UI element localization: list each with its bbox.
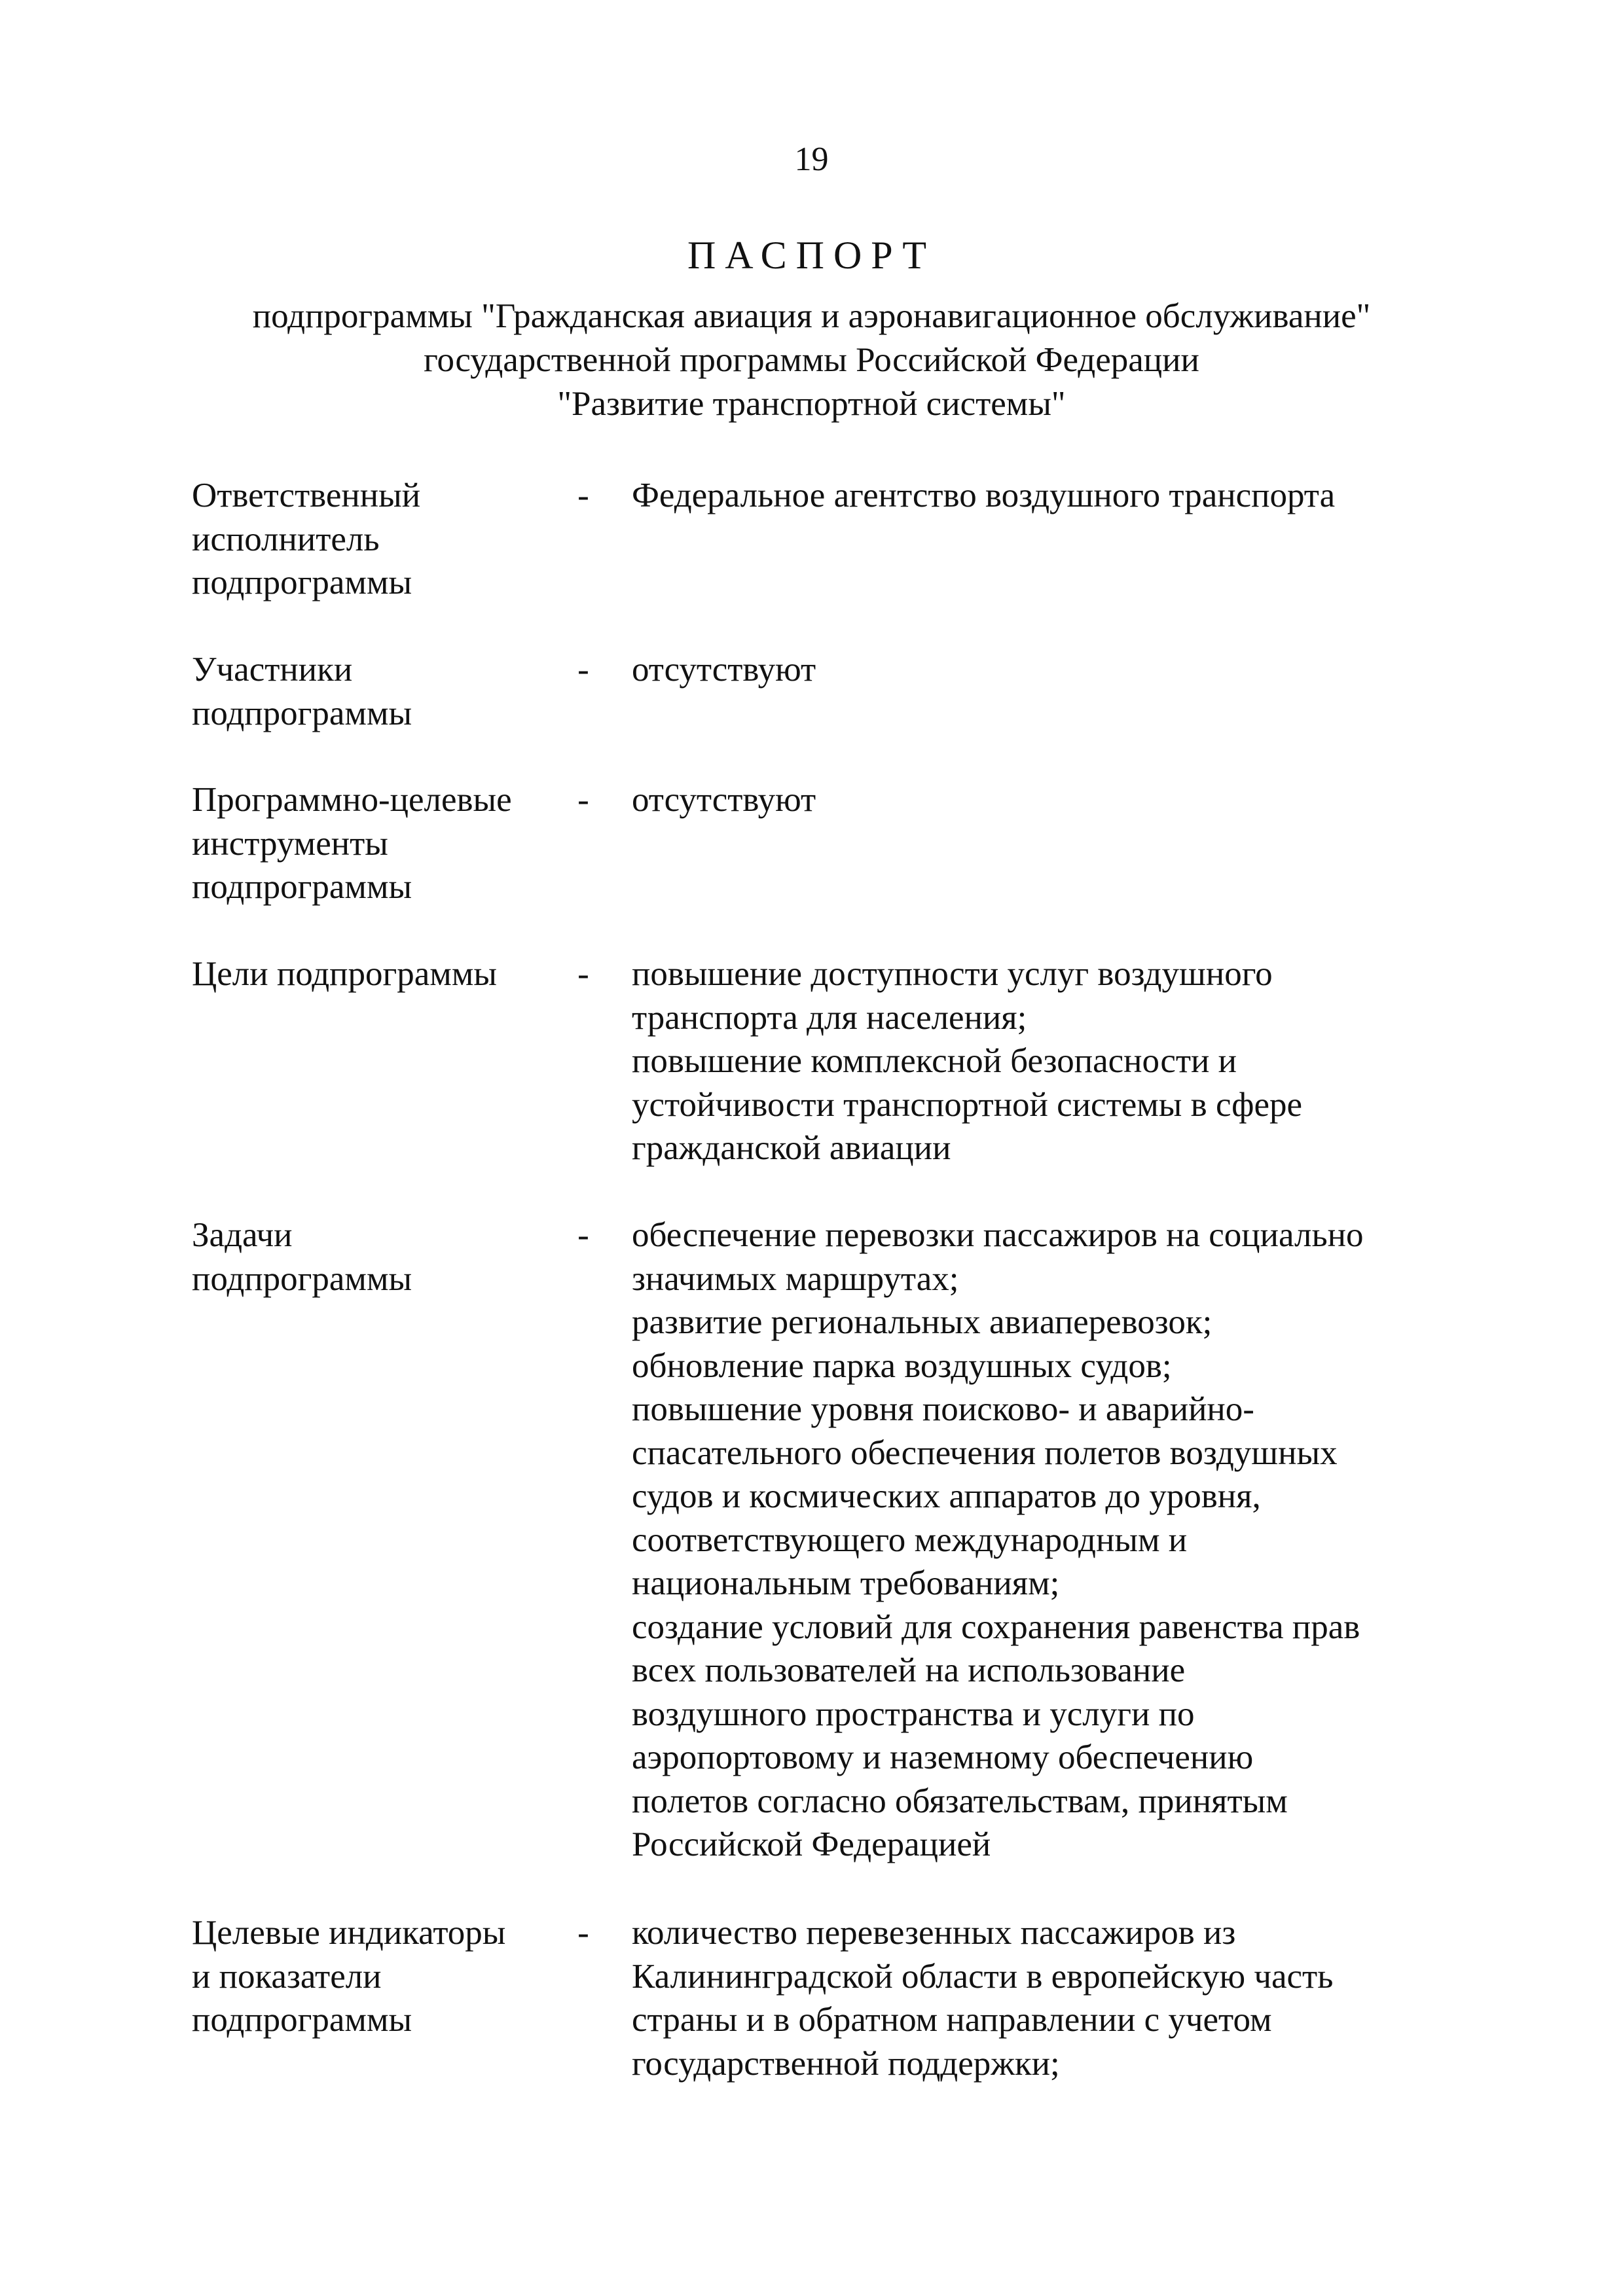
- row-value-line: создание условий для сохранения равенства прав: [632, 1607, 1360, 1646]
- row-value-line: воздушного пространства и услуги по: [632, 1695, 1195, 1733]
- row-value: [632, 952, 1476, 1170]
- row-value-line: спасательного обеспечения полетов воздушных: [632, 1433, 1338, 1472]
- passport-row-participants: [192, 648, 1475, 735]
- row-label-line: и показатели: [192, 1957, 382, 1996]
- passport-row-indicators: [192, 1911, 1475, 2085]
- row-value-line: государственной поддержки;: [632, 2044, 1060, 2083]
- row-value-line: повышение комплексной безопасности и: [632, 1042, 1237, 1080]
- row-label-line: подпрограммы: [192, 564, 412, 601]
- subtitle-line: государственной программы Российской Федерации: [424, 341, 1199, 379]
- row-value-line: значимых маршрутах;: [632, 1259, 959, 1298]
- row-label-line: Программно-целевые: [192, 781, 512, 819]
- row-value-line: гражданской авиации: [632, 1129, 951, 1167]
- row-value-line: повышение доступности услуг воздушного: [632, 955, 1273, 993]
- passport-row-tasks: [192, 1213, 1475, 1868]
- row-value-line: развитие региональных авиаперевозок;: [632, 1303, 1213, 1341]
- row-value-line: транспорта для населения;: [632, 998, 1027, 1037]
- row-value-line: Калининградской области в европейскую часть: [632, 1957, 1334, 1996]
- row-value-line: соответствующего международным и: [632, 1520, 1188, 1559]
- row-value-line: обеспечение перевозки пассажиров на социально: [632, 1216, 1364, 1254]
- row-value-line: Федеральное агентство воздушного транспорта: [632, 476, 1336, 514]
- row-value: [632, 1911, 1476, 2085]
- passport-table: [192, 474, 1475, 2085]
- row-label-line: Ответственный: [192, 476, 421, 514]
- document-subtitle: [0, 295, 1623, 426]
- row-value: [632, 474, 1476, 518]
- passport-row-responsible-executor: [192, 474, 1475, 605]
- row-dash: -: [577, 651, 589, 689]
- row-value: [632, 1213, 1476, 1867]
- row-value-line: национальным требованиям;: [632, 1564, 1060, 1602]
- row-label-line: исполнитель: [192, 520, 380, 558]
- row-value: [632, 648, 1476, 692]
- row-label: [192, 778, 578, 909]
- row-label-line: подпрограммы: [192, 2001, 412, 2039]
- row-label-line: подпрограммы: [192, 694, 412, 732]
- row-label-line: Целевые индикаторы: [192, 1914, 506, 1952]
- row-dash: -: [577, 781, 589, 819]
- row-value-line: судов и космических аппаратов до уровня,: [632, 1477, 1261, 1515]
- subtitle-line: подпрограммы "Гражданская авиация и аэронавигационное обслуживание": [252, 297, 1371, 335]
- row-value-line: всех пользователей на использование: [632, 1651, 1186, 1689]
- row-value-line: полетов согласно обязательствам, принятым: [632, 1782, 1288, 1820]
- row-label-line: Цели подпрограммы: [192, 955, 497, 993]
- row-value-line: отсутствуют: [632, 781, 816, 819]
- document-title: ПАСПОРТ: [687, 234, 936, 277]
- passport-row-goals: [192, 952, 1475, 1170]
- row-value-line: отсутствуют: [632, 651, 816, 689]
- row-value-line: аэропортовому и наземному обеспечению: [632, 1738, 1254, 1776]
- subtitle-line: "Развитие транспортной системы": [557, 385, 1066, 423]
- row-value-line: количество перевезенных пассажиров из: [632, 1914, 1236, 1952]
- row-label: [192, 1911, 578, 2042]
- row-value-line: устойчивости транспортной системы в сфере: [632, 1085, 1303, 1124]
- row-label-line: инструменты: [192, 824, 388, 863]
- row-label: [192, 474, 578, 605]
- row-label: [192, 1213, 578, 1300]
- row-value-line: страны и в обратном направлении с учетом: [632, 2001, 1272, 2039]
- row-value-line: Российской Федерацией: [632, 1825, 991, 1863]
- row-dash: -: [577, 1216, 589, 1254]
- row-label: [192, 648, 578, 735]
- row-value-line: обновление парка воздушных судов;: [632, 1346, 1172, 1385]
- row-dash: -: [577, 955, 589, 993]
- row-value: [632, 778, 1476, 822]
- row-dash: -: [577, 476, 589, 514]
- passport-row-instruments: [192, 778, 1475, 909]
- page-number: 19: [794, 141, 829, 178]
- row-label: [192, 952, 578, 996]
- row-label-line: подпрограммы: [192, 1259, 412, 1298]
- row-label-line: Задачи: [192, 1216, 293, 1254]
- row-label-line: Участники: [192, 651, 353, 689]
- row-label-line: подпрограммы: [192, 868, 412, 906]
- row-value-line: повышение уровня поисково- и аварийно-: [632, 1390, 1254, 1428]
- row-dash: -: [577, 1914, 589, 1952]
